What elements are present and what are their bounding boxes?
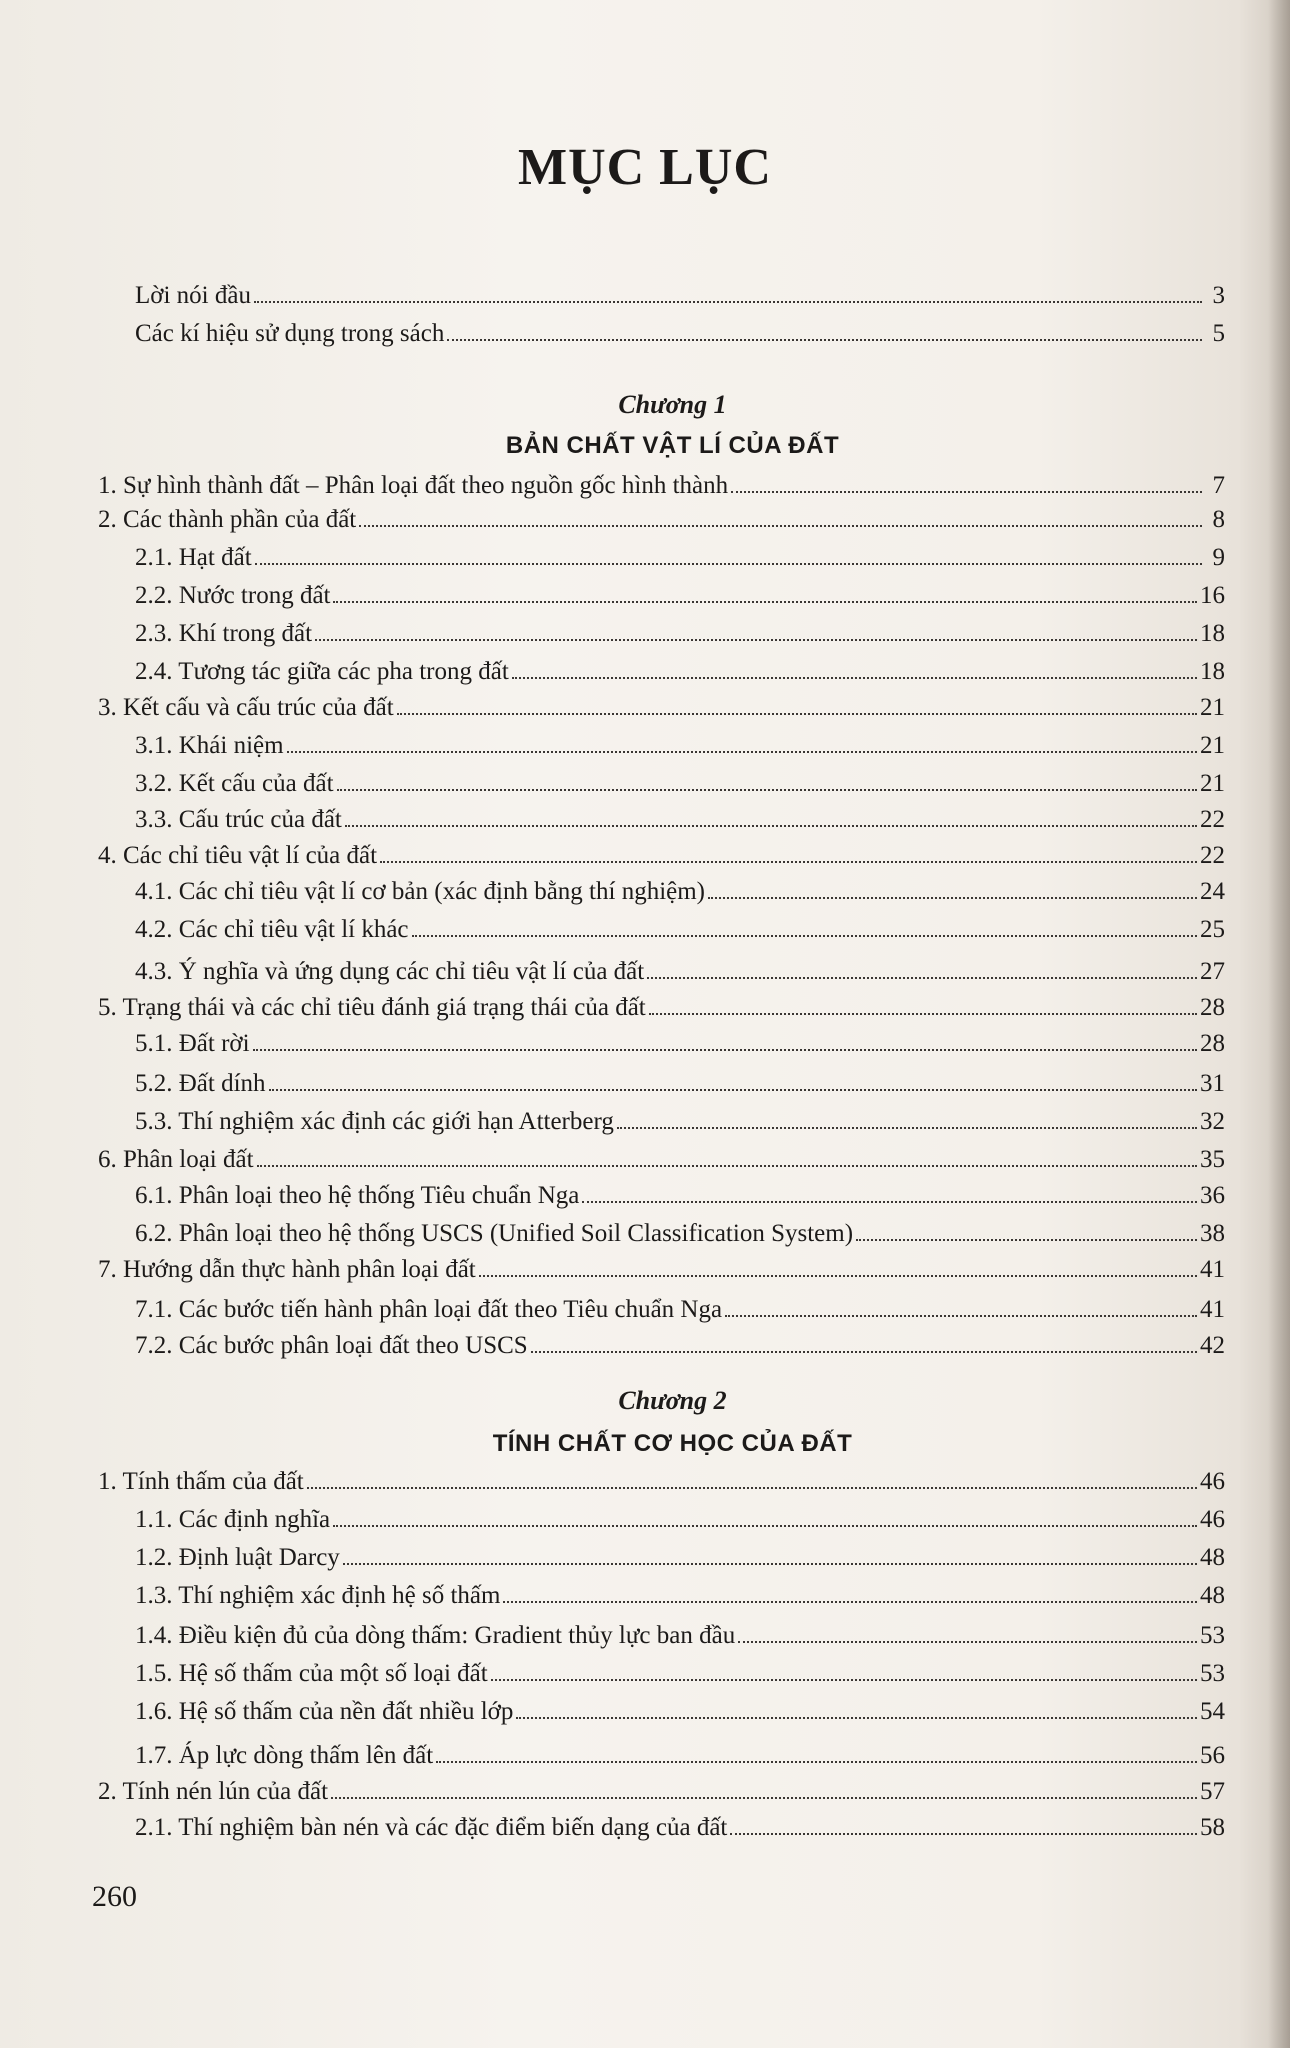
toc-entry-page: 48 xyxy=(1200,1582,1225,1609)
toc-entry-label: 4.3. Ý nghĩa và ứng dụng các chỉ tiêu vật lí của đất xyxy=(135,958,645,985)
toc-entry-label: 2.4. Tương tác giữa các pha trong đất xyxy=(135,658,509,685)
toc-entry-page: 8 xyxy=(1212,506,1225,533)
toc-entry-label: 6. Phân loại đất xyxy=(98,1146,254,1173)
leader-dots xyxy=(725,1314,1197,1317)
leader-dots xyxy=(512,676,1197,679)
toc-entry-label: 5. Trạng thái và các chỉ tiêu đánh giá trạng thái của đất xyxy=(98,994,646,1021)
toc-entry xyxy=(135,726,1225,760)
toc-entry-page: 27 xyxy=(1200,958,1225,985)
toc-entry xyxy=(135,652,1225,686)
toc-entry xyxy=(135,1538,1225,1572)
toc-entry-label: 6.2. Phân loại theo hệ thống USCS (Unified Soil Classification System) xyxy=(135,1220,854,1247)
toc-entry-page: 58 xyxy=(1200,1814,1225,1841)
toc-entry xyxy=(135,1576,1225,1610)
chapter-label: Chương 1 xyxy=(618,390,727,419)
chapter-label: Chương 2 xyxy=(618,1386,727,1415)
toc-entry-label: Các kí hiệu sử dụng trong sách xyxy=(135,320,445,347)
toc-entry xyxy=(98,1140,1225,1174)
toc-entry-label: 5.2. Đất dính xyxy=(135,1070,266,1097)
toc-entry-label: 3.2. Kết cấu của đất xyxy=(135,770,334,797)
leader-dots xyxy=(649,1012,1197,1015)
toc-entry xyxy=(135,1024,1225,1058)
toc-entry-page: 21 xyxy=(1200,694,1225,721)
toc-entry-label: 1.7. Áp lực dòng thấm lên đất xyxy=(135,1742,434,1769)
toc-entry xyxy=(135,872,1225,906)
toc-entry-page: 42 xyxy=(1200,1332,1225,1359)
spine-shadow xyxy=(1268,0,1290,2048)
toc-entry-page: 53 xyxy=(1200,1622,1225,1649)
leader-dots xyxy=(253,1048,1197,1051)
toc-entry-label: 7. Hướng dẫn thực hành phân loại đất xyxy=(98,1256,476,1283)
leader-dots xyxy=(257,1164,1197,1167)
leader-dots xyxy=(412,934,1197,937)
toc-entry-label: 3.1. Khái niệm xyxy=(135,732,284,759)
toc-entry-label: 1.6. Hệ số thấm của nền đất nhiều lớp xyxy=(135,1698,514,1725)
toc-entry xyxy=(98,1250,1225,1284)
toc-entry-label: Lời nói đầu xyxy=(135,282,251,309)
toc-entry xyxy=(135,1654,1225,1688)
leader-dots xyxy=(343,1562,1197,1565)
toc-entry xyxy=(135,800,1225,834)
toc-entry-label: 5.3. Thí nghiệm xác định các giới hạn Atterberg xyxy=(135,1108,614,1135)
toc-entry-page: 5 xyxy=(1212,320,1225,347)
toc-entry xyxy=(135,1290,1225,1324)
leader-dots xyxy=(447,338,1202,341)
chapter-title: BẢN CHẤT VẬT LÍ CỦA ĐẤT xyxy=(505,432,840,459)
toc-entry-label: 1.5. Hệ số thấm của một số loại đất xyxy=(135,1660,488,1687)
toc-entry xyxy=(135,1326,1225,1360)
toc-entry-label: 2.3. Khí trong đất xyxy=(135,620,313,647)
leader-dots xyxy=(337,788,1197,791)
leader-dots xyxy=(708,896,1197,899)
leader-dots xyxy=(254,300,1202,303)
toc-entry-page: 57 xyxy=(1200,1778,1225,1805)
leader-dots xyxy=(269,1088,1197,1091)
toc-entry-label: 7.2. Các bước phân loại đất theo USCS xyxy=(135,1332,528,1359)
toc-entry-label: 2.2. Nước trong đất xyxy=(135,582,331,609)
leader-dots xyxy=(315,638,1197,641)
toc-entry-label: 1.1. Các định nghĩa xyxy=(135,1506,331,1533)
toc-entry-page: 32 xyxy=(1200,1108,1225,1135)
toc-entry-page: 24 xyxy=(1200,878,1225,905)
toc-entry-page: 35 xyxy=(1200,1146,1225,1173)
toc-entry xyxy=(98,988,1225,1022)
toc-entry-page: 41 xyxy=(1200,1256,1225,1283)
leader-dots xyxy=(856,1238,1197,1241)
toc-entry-page: 22 xyxy=(1200,806,1225,833)
toc-entry xyxy=(135,538,1225,572)
toc-entry xyxy=(98,500,1225,534)
leader-dots xyxy=(617,1126,1197,1129)
leader-dots xyxy=(436,1760,1197,1763)
toc-entry-page: 54 xyxy=(1200,1698,1225,1725)
toc-entry xyxy=(135,1616,1225,1650)
toc-entry-label: 2.1. Thí nghiệm bàn nén và các đặc điểm biến dạng của đất xyxy=(135,1814,728,1841)
toc-entry-page: 48 xyxy=(1200,1544,1225,1571)
leader-dots xyxy=(345,824,1197,827)
leader-dots xyxy=(738,1640,1197,1643)
leader-dots xyxy=(647,976,1197,979)
toc-entry xyxy=(98,1772,1225,1806)
toc-entry xyxy=(135,1808,1225,1842)
toc-entry-page: 31 xyxy=(1200,1070,1225,1097)
leader-dots xyxy=(397,712,1197,715)
leader-dots xyxy=(307,1486,1197,1489)
leader-dots xyxy=(731,490,1202,493)
toc-entry-page: 53 xyxy=(1200,1660,1225,1687)
toc-entry-page: 56 xyxy=(1200,1742,1225,1769)
toc-entry xyxy=(135,1064,1225,1098)
toc-entry-page: 21 xyxy=(1200,732,1225,759)
toc-entry xyxy=(135,614,1225,648)
toc-entry-page: 3 xyxy=(1212,282,1225,309)
leader-dots xyxy=(479,1274,1197,1277)
leader-dots xyxy=(491,1678,1197,1681)
toc-entry-page: 28 xyxy=(1200,994,1225,1021)
toc-entry xyxy=(98,836,1225,870)
toc-entry xyxy=(135,1176,1225,1210)
toc-entry xyxy=(135,314,1225,348)
toc-entry-label: 4.1. Các chỉ tiêu vật lí cơ bản (xác định bằng thí nghiệm) xyxy=(135,878,706,905)
toc-entry xyxy=(98,688,1225,722)
toc-entry-label: 3.3. Cấu trúc của đất xyxy=(135,806,342,833)
toc-entry xyxy=(135,1102,1225,1136)
toc-entry-page: 22 xyxy=(1200,842,1225,869)
toc-entry-label: 4. Các chỉ tiêu vật lí của đất xyxy=(98,842,378,869)
toc-entry xyxy=(135,764,1225,798)
toc-entry-page: 41 xyxy=(1200,1296,1225,1323)
toc-entry xyxy=(135,1214,1225,1248)
toc-entry xyxy=(135,910,1225,944)
leader-dots xyxy=(380,860,1197,863)
toc-entry-label: 4.2. Các chỉ tiêu vật lí khác xyxy=(135,916,409,943)
toc-entry-label: 1. Sự hình thành đất – Phân loại đất theo nguồn gốc hình thành xyxy=(98,472,729,499)
leader-dots xyxy=(531,1350,1197,1353)
toc-entry xyxy=(98,466,1225,500)
toc-entry xyxy=(135,576,1225,610)
toc-entry xyxy=(135,952,1225,986)
page-number: 260 xyxy=(92,1880,137,1913)
leader-dots xyxy=(516,1716,1197,1719)
toc-entry-page: 9 xyxy=(1212,544,1225,571)
toc-entry-page: 46 xyxy=(1200,1468,1225,1495)
toc-entry-page: 38 xyxy=(1200,1220,1225,1247)
leader-dots xyxy=(503,1600,1197,1603)
toc-entry xyxy=(135,1500,1225,1534)
leader-dots xyxy=(730,1832,1197,1835)
toc-entry-label: 3. Kết cấu và cấu trúc của đất xyxy=(98,694,394,721)
toc-entry-page: 28 xyxy=(1200,1030,1225,1057)
toc-entry-page: 7 xyxy=(1212,472,1225,499)
toc-entry-page: 25 xyxy=(1200,916,1225,943)
page-title: MỤC LỤC xyxy=(518,139,772,196)
leader-dots xyxy=(333,600,1197,603)
leader-dots xyxy=(582,1200,1197,1203)
toc-entry-page: 16 xyxy=(1200,582,1225,609)
leader-dots xyxy=(333,1524,1197,1527)
toc-entry-page: 46 xyxy=(1200,1506,1225,1533)
toc-entry-label: 2. Tính nén lún của đất xyxy=(98,1778,329,1805)
chapter-title: TÍNH CHẤT CƠ HỌC CỦA ĐẤT xyxy=(492,1430,853,1457)
toc-entry-label: 7.1. Các bước tiến hành phân loại đất theo Tiêu chuẩn Nga xyxy=(135,1296,723,1323)
toc-entry xyxy=(98,1462,1225,1496)
toc-entry-label: 1.2. Định luật Darcy xyxy=(135,1544,340,1571)
toc-entry-page: 21 xyxy=(1200,770,1225,797)
toc-entry-label: 2. Các thành phần của đất xyxy=(98,506,357,533)
toc-entry-page: 18 xyxy=(1200,658,1225,685)
leader-dots xyxy=(287,750,1197,753)
leader-dots xyxy=(255,562,1202,565)
leader-dots xyxy=(331,1796,1197,1799)
toc-entry-label: 1. Tính thấm của đất xyxy=(98,1468,304,1495)
toc-entry xyxy=(135,1692,1225,1726)
toc-entry xyxy=(135,276,1225,310)
toc-entry-label: 2.1. Hạt đất xyxy=(135,544,252,571)
leader-dots xyxy=(359,524,1202,527)
toc-entry-label: 6.1. Phân loại theo hệ thống Tiêu chuẩn Nga xyxy=(135,1182,580,1209)
toc-entry-label: 5.1. Đất rời xyxy=(135,1030,250,1057)
toc-entry-label: 1.4. Điều kiện đủ của dòng thấm: Gradient thủy lực ban đầu xyxy=(135,1622,736,1649)
toc-entry-page: 36 xyxy=(1200,1182,1225,1209)
toc-entry-label: 1.3. Thí nghiệm xác định hệ số thấm xyxy=(135,1582,501,1609)
toc-entry xyxy=(135,1736,1225,1770)
toc-entry-page: 18 xyxy=(1200,620,1225,647)
